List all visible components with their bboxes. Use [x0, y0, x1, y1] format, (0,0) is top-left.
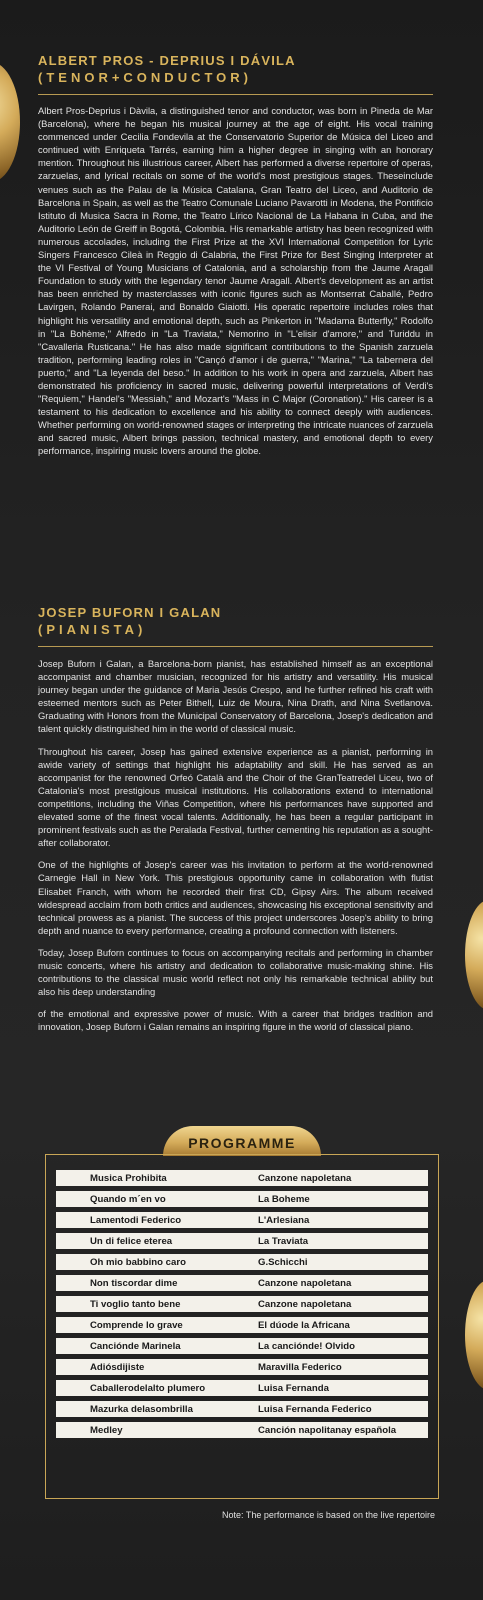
programme-row — [56, 1317, 428, 1333]
programme-row — [56, 1191, 428, 1207]
bio-paragraph: Albert Pros-Deprius i Dàvila, a distinguished tenor and conductor, was born in Pineda de Mar (Barcelona), where he began his musical journey at the age of eight. His vocal training commenced under Cecilia Fondevila at the Conservatorio Superior de Música del Liceo and continued with Enriqueta Tarrés, earning him a higher degree in singing with an honorary mention. Throughout his illustrious career, Albert has performed a diverse repertoire of operas, zarzuelas, and lyrical recitals on some of the world's most prestigious stages. Theseinclude venues such as the Palau de la Música Catalana, Gran Teatro del Liceo, and Auditorio de Barcelona in Spain, as well as the Teatro Comunale Luciano Pavarotti in Modena, the Pontificio Istituto di Musica Sacra in Rome, the Teatro Lírico Nacional de La Habana in Cuba, and the Auditorio León de Greiff in Bogotá, Colombia. His remarkable artistry has been recognized with numerous accolades, including the First Prize at the XVI International Competition for Lyric Singers Francesco Cileà in Reggio di Calabria, the First Prize for Best Singing Interpreter at the VI Festival of Young Musicians of Catalonia, and a scholarship from the Jaume Aragall Foundation to study with the legendary tenor Jaume Aragall. Albert's development as an artist has been enriched by masterclasses with iconic figures such as Montserrat Caballé, Pedro Lavirgen, Rolando Panerai, and Bonaldo Giaiotti. His operatic repertoire includes roles that highlight his versatility and emotional depth, such as Pinkerton in "Madama Butterfly," Rodolfo in "La Bohème," Alfredo in "La Traviata," Nemorino in "L'elisir d'amore," and Turiddu in "Cavalleria Rusticana." He has also made significant contributions to the Spanish zarzuela tradition, performing leading roles in "Cançó d'amor i de guerra," "Marina," "La tabernera del puerto," and "La leyenda del beso." In addition to his work in opera and zarzuela, Albert has demonstrated his proficiency in sacred music, delivering powerful interpretations of Verdi's "Requiem," Handel's "Messiah," and Mozart's "Mass in C Major (Coronation)." His career is a testament to his dedication to excellence and his ability to connect deeply with audiences. Whether performing on world-renowned stages or interpreting the intricate nuances of zarzuela and sacred music, Albert brings passion, technical mastery, and emotional depth to every performance, inspiring music lovers around the globe. — [38, 105, 433, 457]
bio-paragraph: Throughout his career, Josep has gained extensive experience as a pianist, performing in awide variety of settings that highlight his adaptability and skill. He has served as an accompanist for the renowned Orfeó Català and the Choir of the GranTeatredel Liceu, two of Catalonia's most prestigious musical institutions. His collaborations extend to international competitions, including the Viñas Competition, where his performances have supported and elevated some of the finest vocal talents. Additionally, he has been a regular participant in prominent festivals such as the Peralada Festival, further cementing his reputation as a sought-after collaborator. — [38, 745, 433, 849]
piece-title: Oh mio babbino caro — [90, 1256, 186, 1268]
bio-paragraph: of the emotional and expressive power of music. With a career that bridges tradition and innovation, Josep Buforn i Galan remains an inspiring figure in the world of classical piano. — [38, 1008, 433, 1033]
piece-title: Mazurka delasombrilla — [90, 1403, 193, 1415]
piece-title: Un di felice eterea — [90, 1235, 173, 1247]
piece-source: La Traviata — [258, 1235, 309, 1247]
divider — [38, 646, 433, 647]
bio-section-albert — [38, 52, 433, 458]
piece-source: El dúode la Africana — [258, 1319, 350, 1331]
programme-row — [56, 1170, 428, 1186]
programme-row — [56, 1275, 428, 1291]
bio-paragraph: One of the highlights of Josep's career was his invitation to perform at the world-renowned Carnegie Hall in New York. This prestigious opportunity came in collaboration with flutist Elisabet Franch, with whom he recorded their first CD, Gipsy Airs. The album received widespread acclaim from both critics and audiences, showcasing his exceptional sensitivity and technical prowess as a pianist. The success of this project underscores Josep's ability to bring depth and nuance to every performance, creating a profound connection with listeners. — [38, 859, 433, 936]
section-subtitle: (PIANISTA) — [38, 622, 147, 637]
piece-title: Lamentodi Federico — [90, 1214, 182, 1226]
piece-source: L'Arlesiana — [258, 1214, 310, 1226]
bio-paragraph: Today, Josep Buforn continues to focus on accompanying recitals and performing in chamber music concerts, where his artistry and dedication to collaborative music-making shine. His contributions to the classical music world reflect not only his remarkable technical ability but also his deep understanding — [38, 946, 433, 998]
piece-source: G.Schicchi — [258, 1256, 308, 1268]
piece-title: Canciónde Marinela — [90, 1340, 181, 1352]
gold-ornament — [0, 62, 20, 182]
piece-source: La Boheme — [258, 1193, 310, 1205]
piece-title: Comprende lo grave — [90, 1319, 183, 1331]
bio-paragraph: Josep Buforn i Galan, a Barcelona-born pianist, has established himself as an exceptional accompanist and chamber musician, recognized for his artistry and versatility. His musical journey began under the guidance of Maria Jesús Crespo, and he further refined his craft with esteemed mentors such as Peter Bithell, Luiz de Moura, Nina Drath, and Nina Svetlanova. Graduating with Honors from the Municipal Conservatory of Barcelona, Josep's dedication and talent quickly distinguished him in the world of classical music. — [38, 658, 433, 735]
piece-source: Canzone napoletana — [258, 1277, 352, 1289]
piece-source: La canciónde! Olvido — [258, 1340, 356, 1352]
programme-row — [56, 1401, 428, 1417]
programme-heading: PROGRAMME — [163, 1126, 321, 1156]
gold-ornament — [465, 1280, 483, 1390]
programme-row — [56, 1359, 428, 1375]
piece-source: Maravilla Federico — [258, 1361, 342, 1373]
piece-title: Medley — [90, 1424, 123, 1436]
piece-title: Ti voglio tanto bene — [90, 1298, 181, 1310]
piece-source: Canzone napoletana — [258, 1172, 352, 1184]
piece-title: Caballerodelalto plumero — [90, 1382, 206, 1394]
piece-source: Luisa Fernanda Federico — [258, 1403, 372, 1415]
programme-row — [56, 1422, 428, 1438]
section-title: ALBERT PROS - DEPRIUS I DÁVILA — [38, 53, 296, 68]
piece-title: Non tiscordar dime — [90, 1277, 178, 1289]
piece-source: Canción napolitanay española — [258, 1424, 397, 1436]
programme-row — [56, 1338, 428, 1354]
bio-section-josep — [38, 604, 433, 1033]
performance-note: Note: The performance is based on the live repertoire — [222, 1510, 435, 1520]
section-subtitle: (TENOR+CONDUCTOR) — [38, 70, 253, 85]
piece-title: Musica Prohibita — [90, 1172, 167, 1184]
piece-title: Adiósdijiste — [90, 1361, 145, 1373]
programme-row — [56, 1254, 428, 1270]
programme-row — [56, 1212, 428, 1228]
divider — [38, 94, 433, 95]
piece-source: Luisa Fernanda — [258, 1382, 329, 1394]
programme-row — [56, 1380, 428, 1396]
piece-source: Canzone napoletana — [258, 1298, 352, 1310]
programme-list — [56, 1170, 428, 1443]
section-title: JOSEP BUFORN I GALAN — [38, 605, 222, 620]
gold-ornament — [465, 900, 483, 1010]
programme-row — [56, 1296, 428, 1312]
piece-title: Quando m´en vo — [90, 1193, 166, 1205]
programme-row — [56, 1233, 428, 1249]
